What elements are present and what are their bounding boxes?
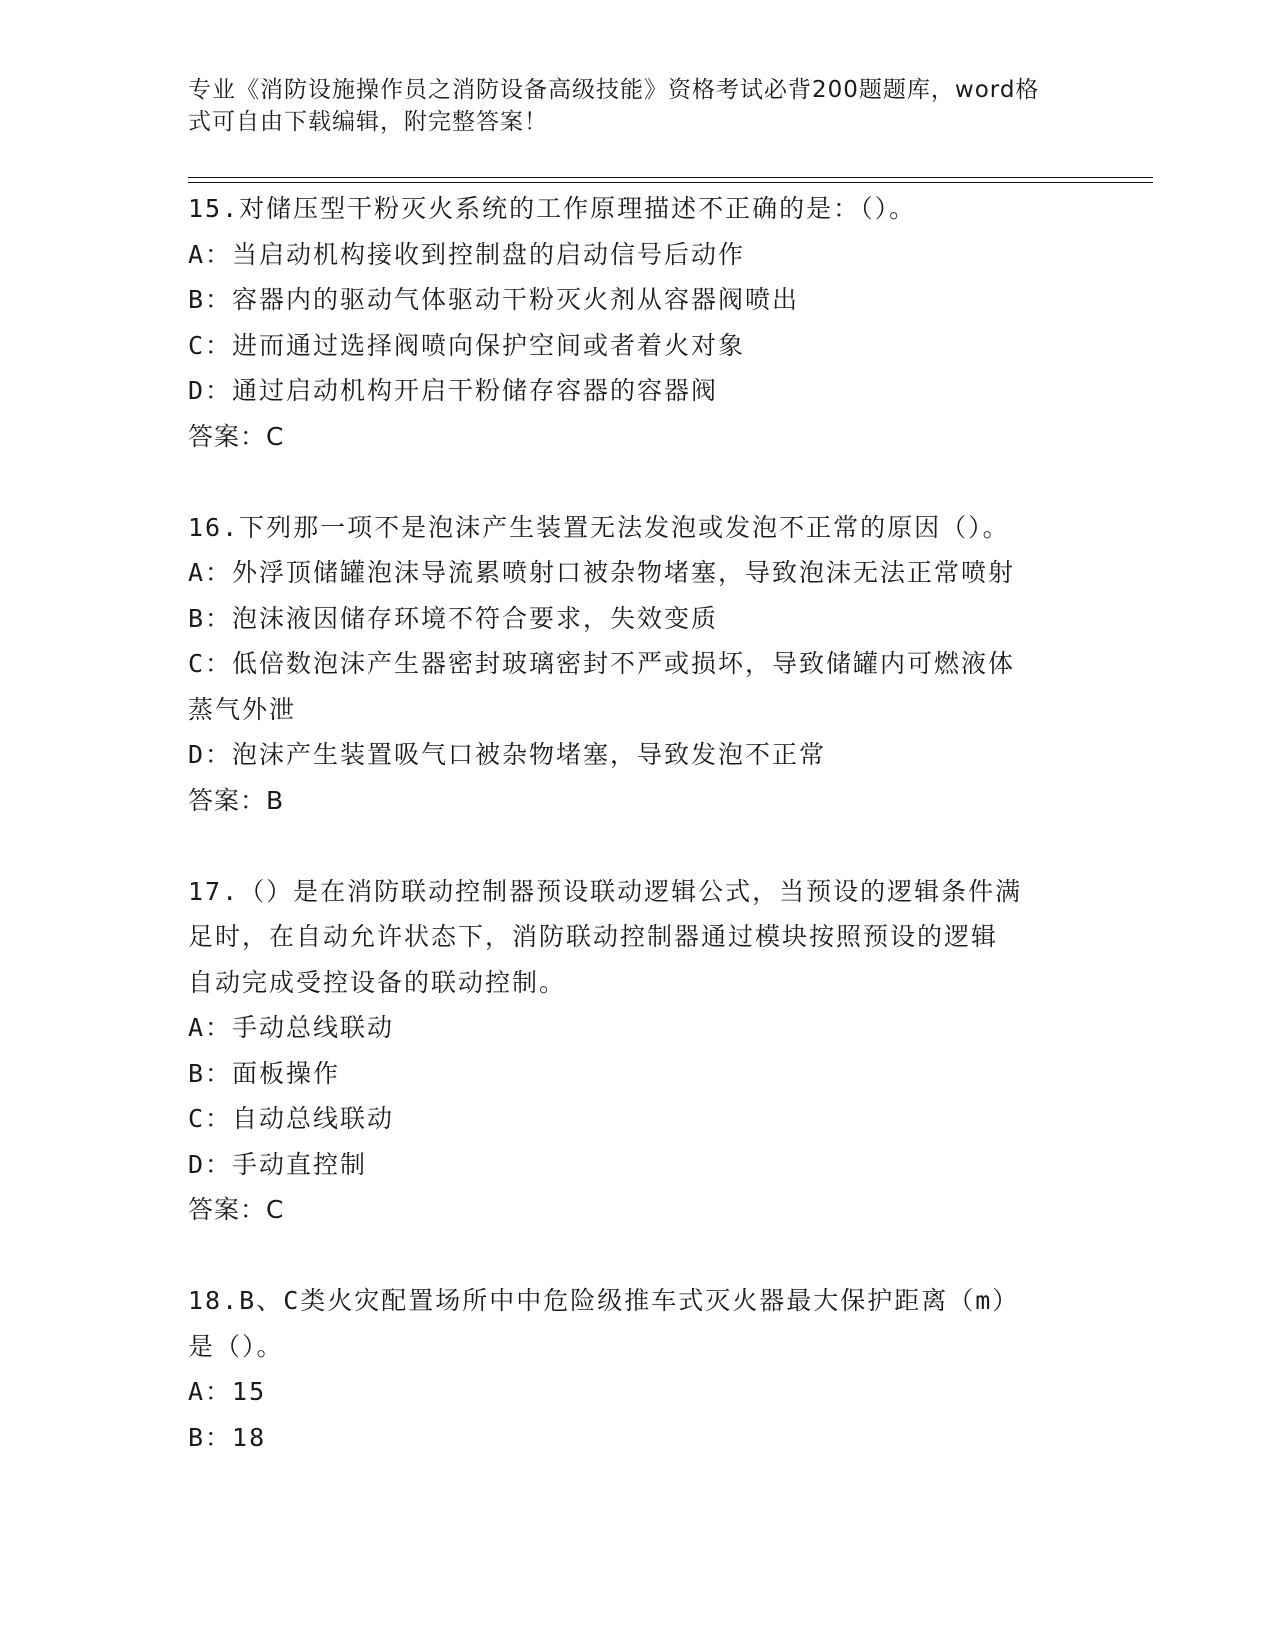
question-18 bbox=[188, 1278, 1088, 1460]
option-c: C：进而通过选择阀喷向保护空间或者着火对象 bbox=[188, 330, 746, 360]
question-15 bbox=[188, 186, 1088, 459]
option-c: C：自动总线联动 bbox=[188, 1104, 395, 1133]
document-header bbox=[188, 74, 1068, 138]
option-b: B：泡沫液因储存环境不符合要求，失效变质 bbox=[188, 603, 719, 633]
answer-line: 答案：C bbox=[188, 421, 285, 451]
question-stem-continued: 是（）。 bbox=[188, 1331, 284, 1361]
question-stem: 15.对储压型干粉灭火系统的工作原理描述不正确的是：（）。 bbox=[188, 194, 917, 223]
header-line-1: 专业《消防设施操作员之消防设备高级技能》资格考试必背200题题库，word格 bbox=[188, 77, 1040, 103]
option-b: B：容器内的驱动气体驱动干粉灭火剂从容器阀喷出 bbox=[188, 285, 800, 314]
option-d: D：通过启动机构开启干粉储存容器的容器阀 bbox=[188, 376, 719, 405]
question-spacer bbox=[188, 823, 1088, 869]
option-a: A：15 bbox=[188, 1377, 267, 1406]
option-d: D：泡沫产生装置吸气口被杂物堵塞，导致发泡不正常 bbox=[188, 740, 827, 769]
option-d: D：手动直控制 bbox=[188, 1149, 368, 1179]
header-rule-top bbox=[188, 177, 1153, 178]
question-stem-continued: 足时，在自动允许状态下，消防联动控制器通过模块按照预设的逻辑 bbox=[188, 922, 999, 951]
option-a: A：手动总线联动 bbox=[188, 1013, 395, 1042]
option-b: B：18 bbox=[188, 1422, 267, 1452]
option-a: A：当启动机构接收到控制盘的启动信号后动作 bbox=[188, 239, 746, 269]
header-line-2: 式可自由下载编辑，附完整答案！ bbox=[188, 109, 548, 135]
question-stem-continued: 自动完成受控设备的联动控制。 bbox=[188, 967, 567, 997]
question-stem: 18.B、C类火灾配置场所中中危险级推车式灭火器最大保护距离（m） bbox=[188, 1286, 1020, 1315]
answer-line: 答案：B bbox=[188, 785, 285, 815]
option-c-continued: 蒸气外泄 bbox=[188, 694, 297, 724]
question-stem: 16.下列那一项不是泡沫产生装置无法发泡或发泡不正常的原因（）。 bbox=[188, 512, 1010, 542]
question-16 bbox=[188, 505, 1088, 824]
question-list bbox=[188, 186, 1088, 1460]
header-rule-bottom bbox=[188, 182, 1153, 183]
question-spacer bbox=[188, 1233, 1088, 1279]
question-stem: 17.（）是在消防联动控制器预设联动逻辑公式，当预设的逻辑条件满 bbox=[188, 876, 1023, 906]
answer-line: 答案：C bbox=[188, 1195, 285, 1224]
option-a: A：外浮顶储罐泡沫导流累喷射口被杂物堵塞，导致泡沫无法正常喷射 bbox=[188, 558, 1016, 587]
option-c: C：低倍数泡沫产生器密封玻璃密封不严或损坏，导致储罐内可燃液体 bbox=[188, 649, 1016, 678]
question-17 bbox=[188, 869, 1088, 1233]
question-spacer bbox=[188, 459, 1088, 505]
option-b: B：面板操作 bbox=[188, 1058, 341, 1088]
